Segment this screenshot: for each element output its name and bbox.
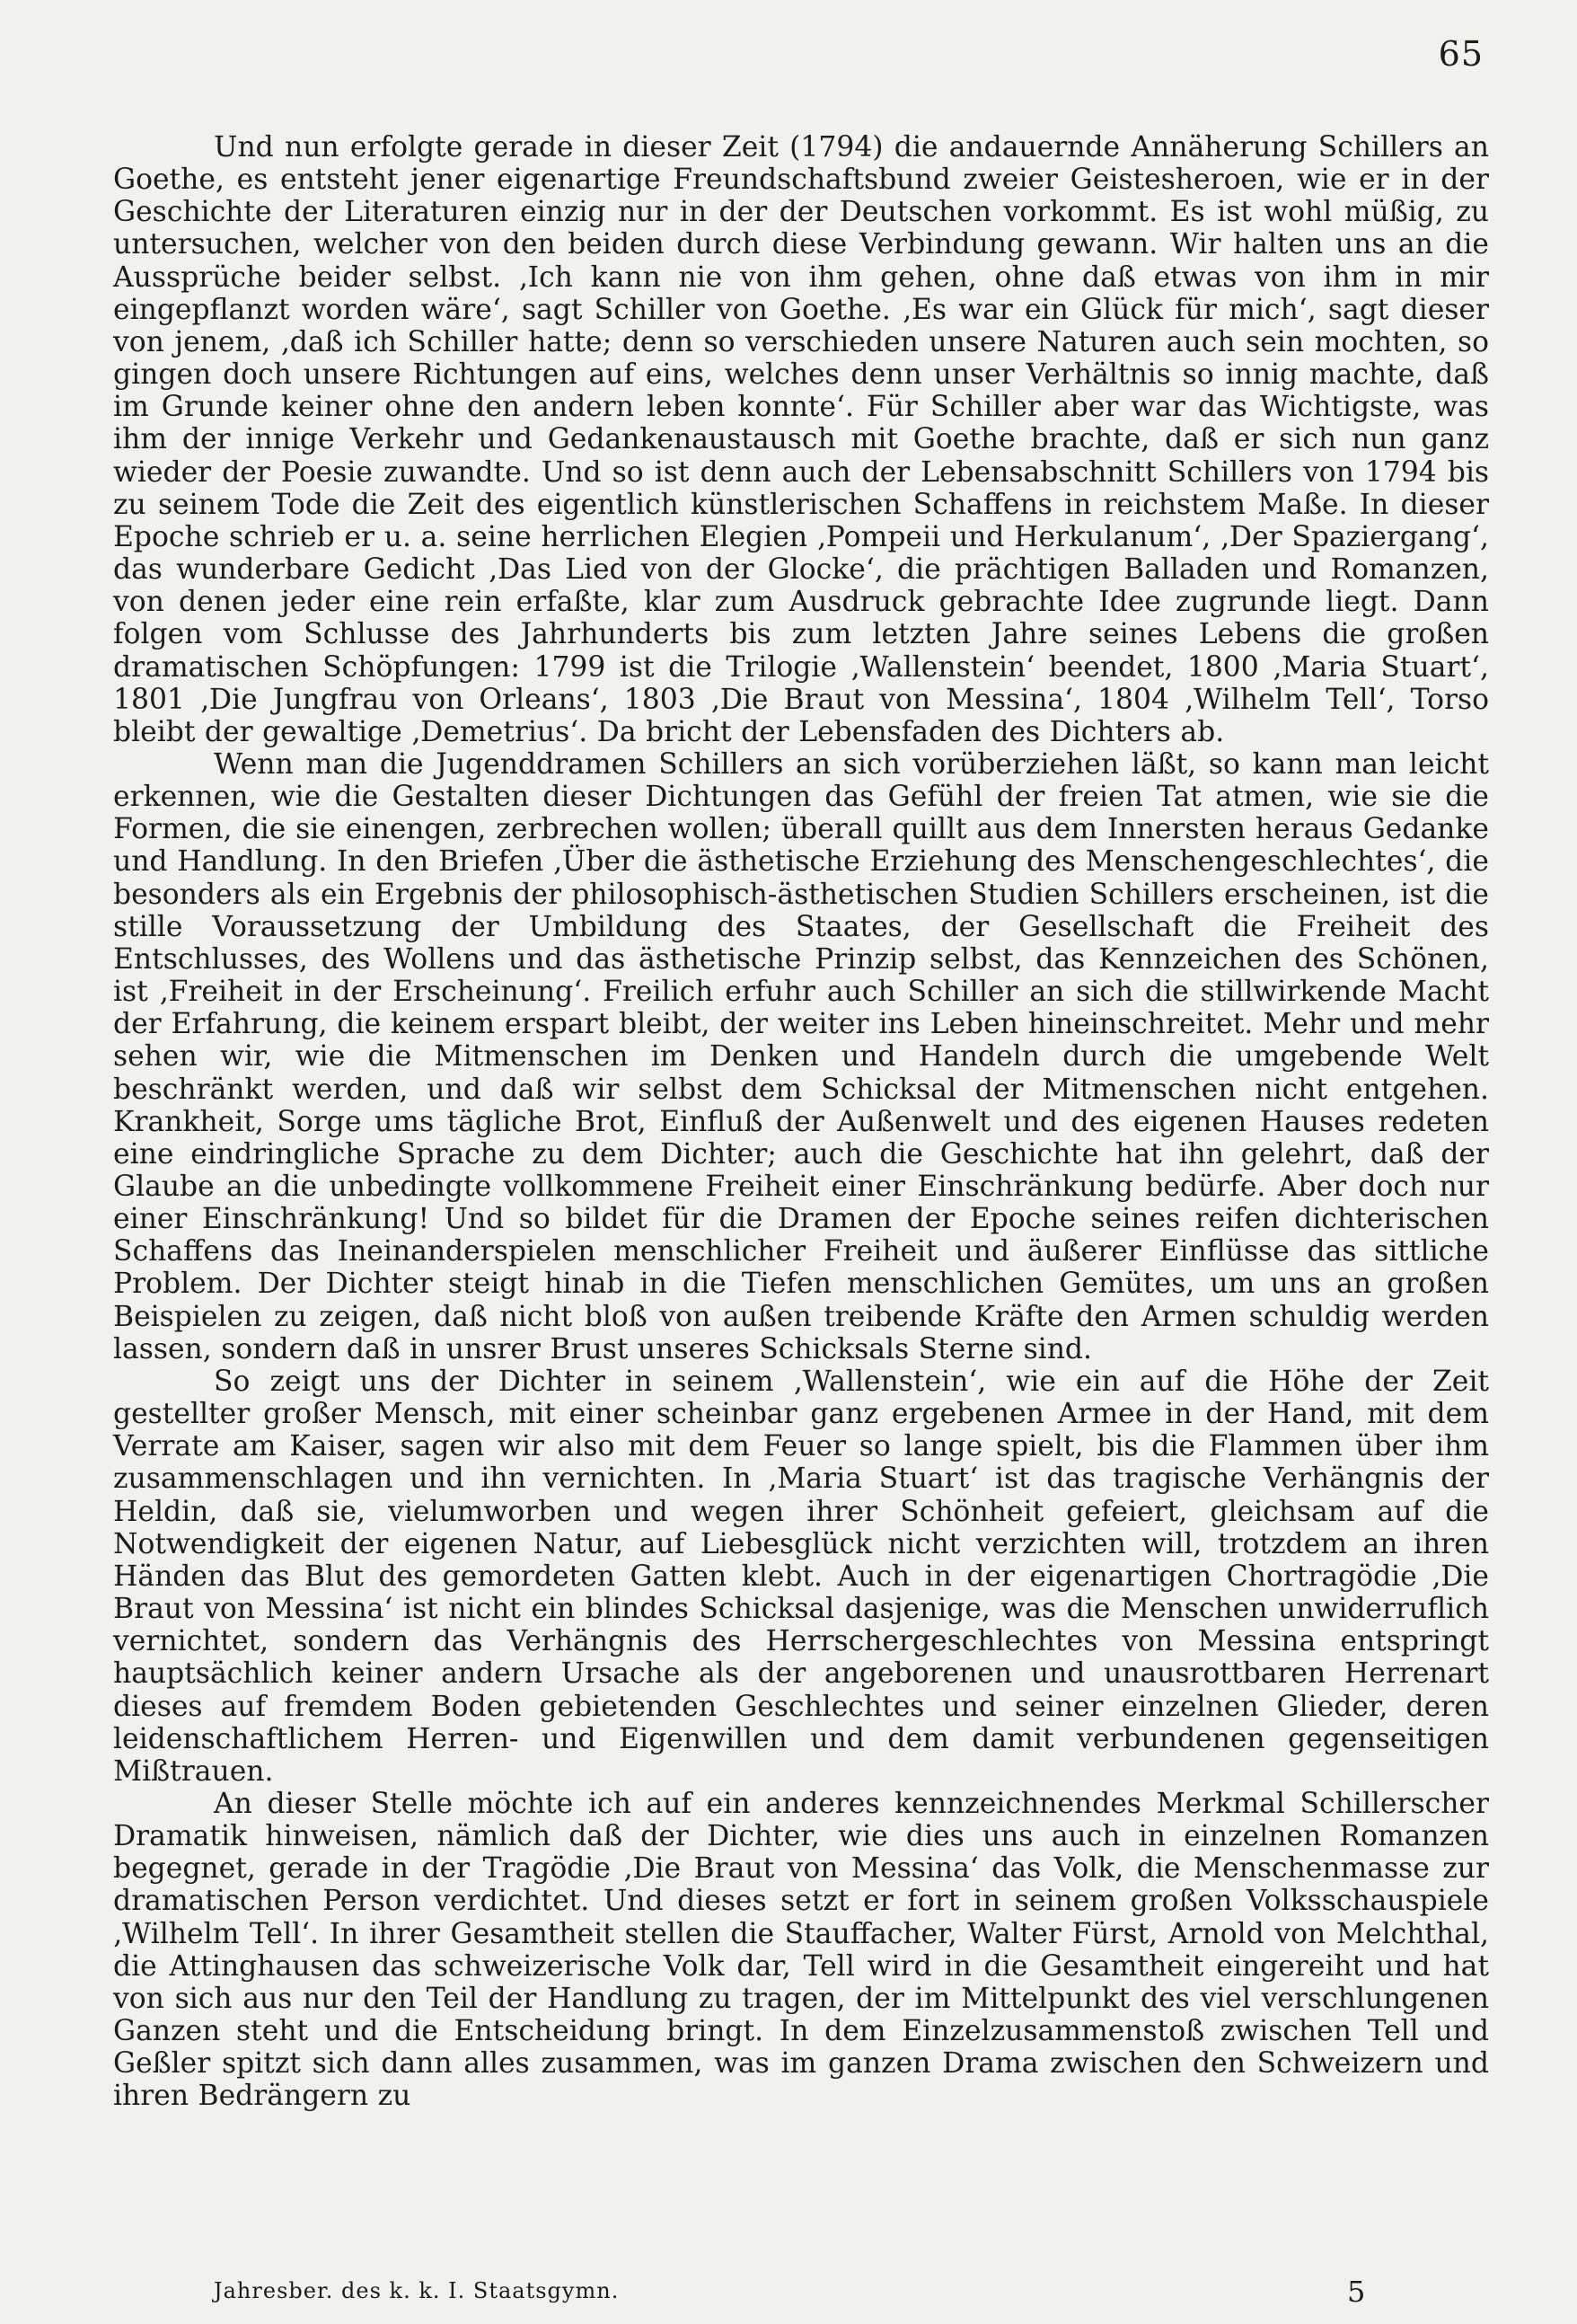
paragraph-4: An dieser Stelle möchte ich auf ein anderes kennzeichnendes Merkmal Schillerscher Dramatik hinweisen, nämlich daß der Dichter, wie dies uns auch in einzelnen Romanzen begegnet, gerade in der Tragödie ‚Die Braut von Messina‘ das Volk, die Menschenmasse zur dramatischen Person verdichtet. Und dieses setzt er fort in seinem großen Volksschauspiele ‚Wilhelm Tell‘. In ihrer Gesamtheit stellen die Stauffacher, Walter Fürst, Arnold von Melchthal, die Attinghausen das schweizerische Volk dar, Tell wird in die Gesamtheit eingereiht und hat von sich aus nur den Teil der Handlung zu tragen, der im Mittelpunkt des viel verschlungenen Ganzen steht und die Entscheidung bringt. In dem Einzelzusammenstoß zwischen Tell und Geßler spitzt sich dann alles zusammen, was im ganzen Drama zwischen den Schweizern und ihren Bedrängern zu [113, 1787, 1489, 2113]
paragraph-1: Und nun erfolgte gerade in dieser Zeit (1794) die andauernde Annäherung Schillers an Goethe, es entsteht jener eigenartige Freundschaftsbund zweier Geistesheroen, wie er in der Geschichte der Literaturen einzig nur in der der Deutschen vorkommt. Es ist wohl müßig, zu untersuchen, welcher von den beiden durch diese Verbindung gewann. Wir halten uns an die Aussprüche beider selbst. ‚Ich kann nie von ihm gehen, ohne daß etwas von ihm in mir eingepflanzt worden wäre‘, sagt Schiller von Goethe. ‚Es war ein Glück für mich‘, sagt dieser von jenem, ‚daß ich Schiller hatte; denn so verschieden unsere Naturen auch sein mochten, so gingen doch unsere Richtungen auf eins, welches denn unser Verhältnis so innig machte, daß im Grunde keiner ohne den andern leben konnte‘. Für Schiller aber war das Wichtigste, was ihm der innige Verkehr und Gedankenaustausch mit Goethe brachte, daß er sich nun ganz wieder der Poesie zuwandte. Und so ist denn auch der Lebensabschnitt Schillers von 1794 bis zu seinem Tode die Zeit des eigentlich künstlerischen Schaffens in reichstem Maße. In dieser Epoche schrieb er u. a. seine herrlichen Elegien ‚Pompeii und Herkulanum‘, ‚Der Spaziergang‘, das wunderbare Gedicht ‚Das Lied von der Glocke‘, die prächtigen Balladen und Romanzen, von denen jeder eine rein erfaßte, klar zum Ausdruck gebrachte Idee zugrunde liegt. Dann folgen vom Schlusse des Jahrhunderts bis zum letzten Jahre seines Lebens die großen dramatischen Schöpfungen: 1799 ist die Trilogie ‚Wallenstein‘ beendet, 1800 ‚Maria Stuart‘, 1801 ‚Die Jungfrau von Orleans‘, 1803 ‚Die Braut von Messina‘, 1804 ‚Wilhelm Tell‘, Torso bleibt der gewaltige ‚Demetrius‘. Da bricht der Lebensfaden des Dichters ab. [113, 131, 1489, 748]
footer-publication: Jahresber. des k. k. I. Staatsgymn. [214, 2278, 620, 2303]
paragraph-3: So zeigt uns der Dichter in seinem ‚Wallenstein‘, wie ein auf die Höhe der Zeit gestellter großer Mensch, mit einer scheinbar ganz ergebenen Armee in der Hand, mit dem Verrate am Kaiser, sagen wir also mit dem Feuer so lange spielt, bis die Flammen über ihm zusammenschlagen und ihn vernichten. In ‚Maria Stuart‘ ist das tragische Verhängnis der Heldin, daß sie, vielumworben und wegen ihrer Schönheit gefeiert, gleichsam auf die Notwendigkeit der eigenen Natur, auf Liebesglück nicht verzichten will, trotzdem an ihren Händen das Blut des gemordeten Gatten klebt. Auch in der eigenartigen Chortragödie ‚Die Braut von Messina‘ ist nicht ein blindes Schicksal dasjenige, was die Menschen unwiderruflich vernichtet, sondern das Verhängnis des Herrschergeschlechtes von Messina entspringt hauptsächlich keiner andern Ursache als der angeborenen und unausrottbaren Herrenart dieses auf fremdem Boden gebietenden Geschlechtes und seiner einzelnen Glieder, deren leidenschaftlichem Herren- und Eigenwillen und dem damit verbundenen gegenseitigen Mißtrauen. [113, 1365, 1489, 1788]
paragraph-2: Wenn man die Jugenddramen Schillers an sich vorüberziehen läßt, so kann man leicht erkennen, wie die Gestalten dieser Dichtungen das Gefühl der freien Tat atmen, wie sie die Formen, die sie einengen, zerbrechen wollen; überall quillt aus dem Innersten heraus Gedanke und Handlung. In den Briefen ‚Über die ästhetische Erziehung des Menschengeschlechtes‘, die besonders als ein Ergebnis der philosophisch-ästhetischen Studien Schillers erscheinen, ist die stille Voraussetzung der Umbildung des Staates, der Gesellschaft die Freiheit des Entschlusses, des Wollens und das ästhetische Prinzip selbst, das Kennzeichen des Schönen, ist ‚Freiheit in der Erscheinung‘. Freilich erfuhr auch Schiller an sich die stillwirkende Macht der Erfahrung, die keinem erspart bleibt, der weiter ins Leben hineinschreitet. Mehr und mehr sehen wir, wie die Mitmenschen im Denken und Handeln durch die umgebende Welt beschränkt werden, und daß wir selbst dem Schicksal der Mitmenschen nicht entgehen. Krankheit, Sorge ums tägliche Brot, Einfluß der Außenwelt und des eigenen Hauses redeten eine eindringliche Sprache zu dem Dichter; auch die Geschichte hat ihn gelehrt, daß der Glaube an die unbedingte vollkommene Freiheit einer Einschränkung bedürfe. Aber doch nur einer Einschränkung! Und so bildet für die Dramen der Epoche seines reifen dichterischen Schaffens das Ineinanderspielen menschlicher Freiheit und äußerer Einflüsse das sittliche Problem. Der Dichter steigt hinab in die Tiefen menschlichen Gemütes, um uns an großen Beispielen zu zeigen, daß nicht bloß von außen treibende Kräfte den Armen schuldig werden lassen, sondern daß in unsrer Brust unseres Schicksals Sterne sind. [113, 747, 1489, 1365]
page-number: 65 [1438, 34, 1484, 74]
footer-signature-number: 5 [1347, 2275, 1367, 2309]
body-text [113, 131, 1489, 2113]
